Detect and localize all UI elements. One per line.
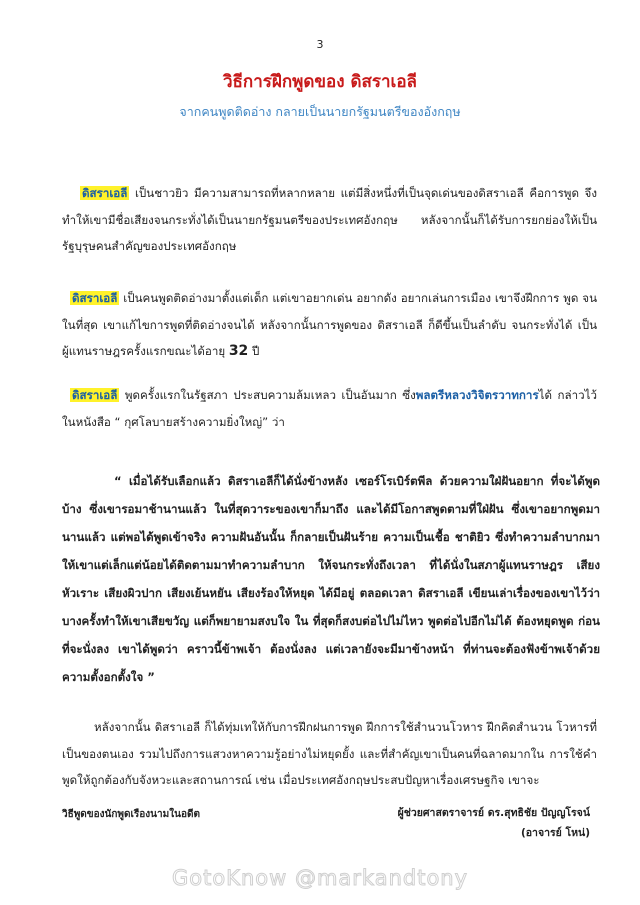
highlighted-author: พลตรีหลวงวิจิตรวาทการ xyxy=(415,388,539,402)
paragraph-1 xyxy=(62,180,597,260)
footer-left: วิธีพูดของนักพูดเรืองนามในอดีต xyxy=(62,809,200,820)
paragraph-2-text: เป็นคนพูดติดอ่างมาตั้งแต่เด็ก แต่เขาอยากเด่น อยากดัง อยากเล่นการเมือง เขาจึงฝึกการ พูด จนในที่สุด เขาแก้ไขการพูดที่ติดอ่างจนได้ หลังจากนั้นการพูดของ ดิสราเอลี ก็ดีขึ้นเป็นลำดับ จนกระทั่งได้ เป็น ผู้แทนราษฎรครั้งแรกขณะได้อายุ xyxy=(62,291,597,358)
highlighted-name: ดิสราเอลี xyxy=(72,291,118,305)
highlighted-name: ดิสราเอลี xyxy=(72,388,118,402)
document-title: วิธีการฝึกพูดของ ดิสราเอลี xyxy=(223,72,417,92)
footer-right xyxy=(398,803,590,843)
document-subtitle: จากคนพูดติดอ่าง กลายเป็นนายกรัฐมนตรีของอังกฤษ xyxy=(179,104,461,119)
paragraph-4: หลังจากนั้น ดิสราเอลี ก็ได้ทุ่มเทให้กับการฝึกฝนการพูด ฝึกการใช้สำนวนโวหาร ฝึกคิดสำนวน โวหารที่เป็นของตนเอง รวมไปถึงการแสวงหาความรู้อย่างไม่หยุดยั้ง และที่สำคัญเขาเป็นคนที่ฉลาดมากใน การใช้คำพูดให้ถูกต้องกับจังหวะและสถานการณ์ เช่น เมื่อประเทศอังกฤษประสบปัญหาเรื่องเศรษฐกิจ เขาจะ xyxy=(62,720,597,787)
paragraph-3 xyxy=(62,382,597,435)
paragraph-2-suffix: ปี xyxy=(251,344,260,358)
age-number: 32 xyxy=(228,343,249,359)
paragraph-2 xyxy=(62,285,597,365)
page-number: 3 xyxy=(316,38,324,51)
footer-author: ผู้ช่วยศาสตราจารย์ ดร.สุทธิชัย ปัญญโรจน์ xyxy=(397,807,590,819)
paragraph-1-text: เป็นชาวยิว มีความสามารถที่หลากหลาย แต่มีสิ่งหนึ่งที่เป็นจุดเด่นของดิสราเอลี คือการพูด จึงทำให้เขามีชื่อเสียงจนกระทั่งได้เป็นนายกรัฐมนตรีของประเทศอังกฤษ หลังจากนั้นก็ได้รับการยกย่องให้เป็น รัฐบุรุษคนสำคัญของประเทศอังกฤษ xyxy=(62,186,598,253)
block-quote: “ เมื่อได้รับเลือกแล้ว ดิสราเอลีก็ได้นั่งข้างหลัง เซอร์โรเบิร์ตพีล ด้วยความใฝ่ฝันอยาก ที่จะได้พูดบ้าง ซึ่งเขารอมาช้านานแล้ว ในที่สุดวาระของเขาก็มาถึง และได้มีโอกาสพูดตามที่ใฝ่ฝัน ซึ่งเขาอยากพูดมานานแล้ว แต่พอได้พูดเข้าจริง ความฝันอันนั้น ก็กลายเป็นฝันร้าย ความเป็นเชื้อ ชาติยิว ซึ่งทำความลำบากมาให้เขาแต่เล็กแต่น้อยได้ติดตามมาทำความลำบาก ให้จนกระทั่งถึงเวลา ที่ได้นั่งในสภาผู้แทนราษฎร เสียงหัวเราะ เสียงผิวปาก เสียงเย้นหยัน เสียงร้องให้หยุด ได้มีอยู่ ตลอดเวลา ดิสราเอลี เขียนเล่าเรื่องของเขาไว้ว่า บางครั้งทำให้เขาเสียขวัญ แต่ก็พยายามสงบใจ ใน ที่สุดก็สงบต่อไปไม่ไหว พูดต่อไปอีกไม่ได้ ต้องหยุดพูด ก่อนที่จะนั่งลง เขาได้พูดว่า คราวนี้ข้าพเจ้า ต้องนั่งลง แต่เวลายังจะมีมาข้างหน้า ที่ท่านจะต้องฟังข้าพเจ้าด้วยความตั้งอกตั้งใจ ” xyxy=(62,474,600,684)
watermark: GotoKnow @markandtony xyxy=(171,866,469,890)
footer-nickname: (อาจารย์ โหน่) xyxy=(520,827,590,839)
paragraph-3-suffix: ได้ กล่าวไว้ในหนังสือ “ กุศโลบายสร้างความยิ่งใหญ่” ว่า xyxy=(62,388,597,429)
highlighted-name: ดิสราเอลี xyxy=(82,186,128,200)
paragraph-3-text: พูดครั้งแรกในรัฐสภา ประสบความล้มเหลว เป็นอันมาก ซึ่ง xyxy=(124,388,416,402)
